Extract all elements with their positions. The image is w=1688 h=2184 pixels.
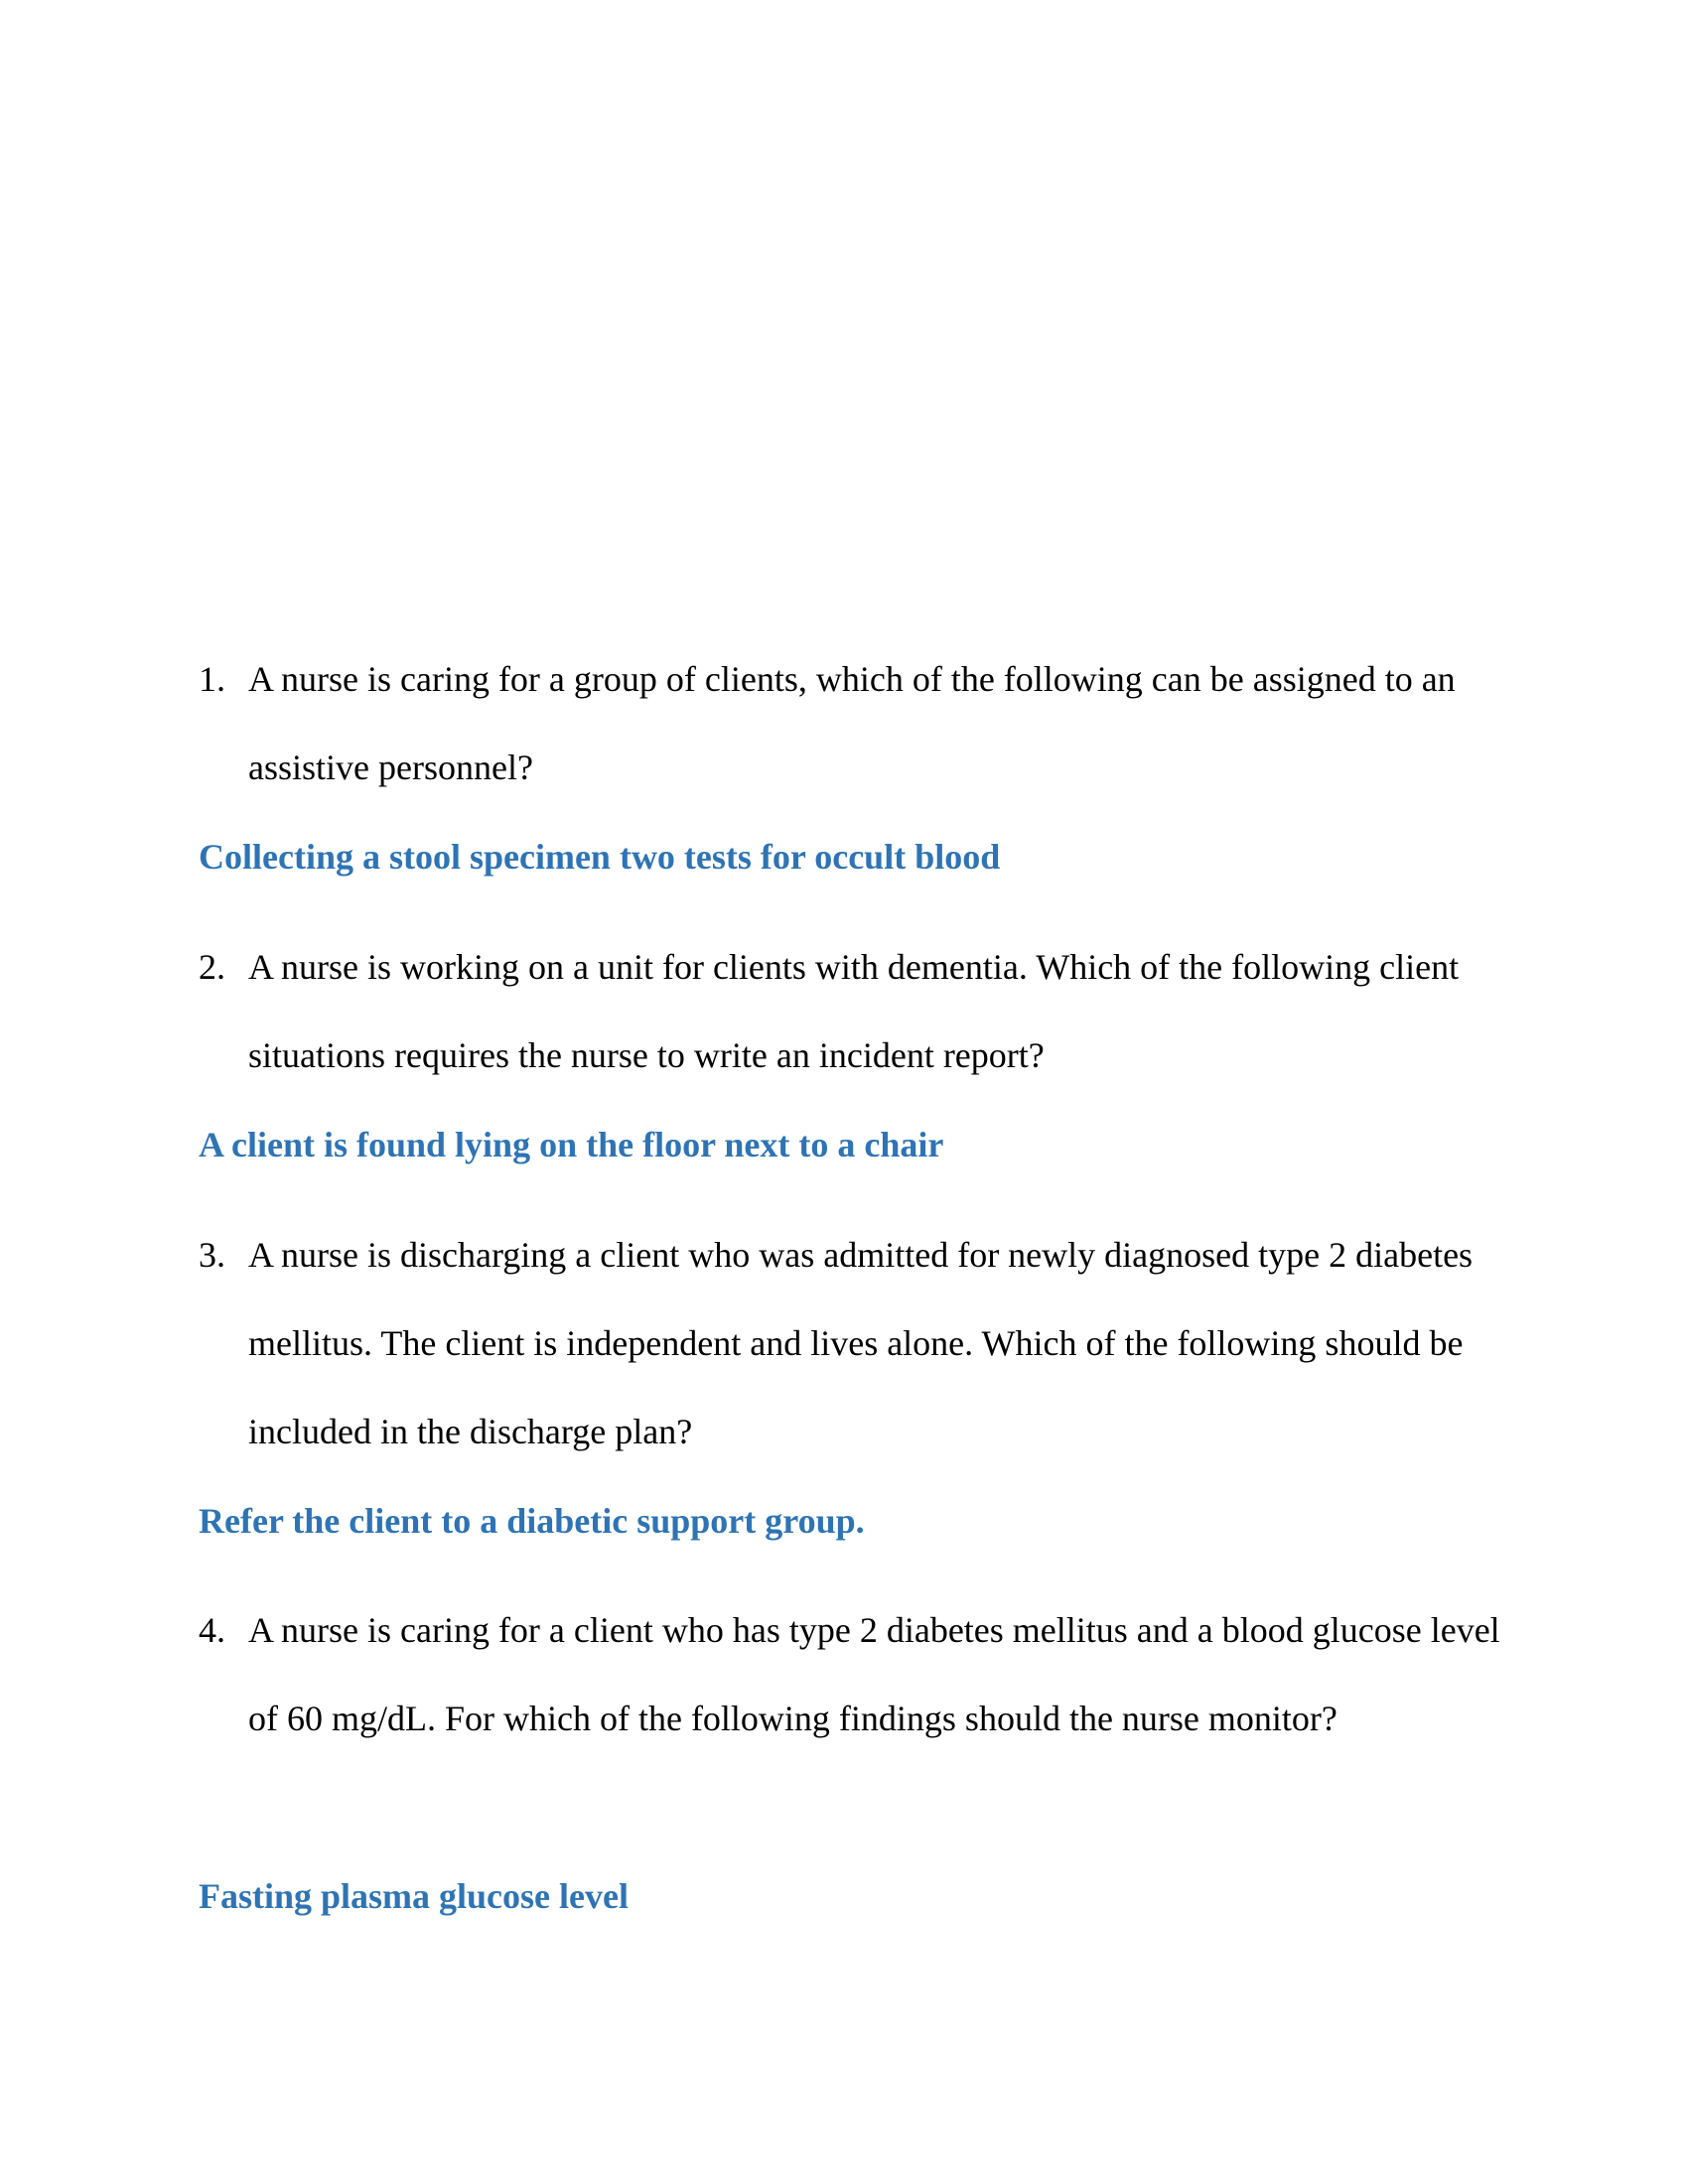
answer-1: Collecting a stool specimen two tests for occult blood <box>199 837 1001 877</box>
question-3 <box>199 1211 1529 1476</box>
answer-4: Fasting plasma glucose level <box>199 1876 629 1916</box>
question-number: 3. <box>199 1235 225 1275</box>
question-text: A nurse is discharging a client who was admitted for newly diagnosed type 2 diabetes mellitus. The client is independent and lives alone. Which of the following should be included in the discharge plan? <box>248 1235 1474 1451</box>
question-number: 2. <box>199 947 225 987</box>
question-2 <box>199 923 1529 1100</box>
question-text: A nurse is working on a unit for clients with dementia. Which of the following client situations requires the nurse to write an incident report? <box>248 947 1460 1075</box>
question-number: 4. <box>199 1610 225 1650</box>
answer-3: Refer the client to a diabetic support group. <box>199 1501 865 1541</box>
question-number: 1. <box>199 659 225 699</box>
question-text: A nurse is caring for a group of clients, which of the following can be assigned to an assistive personnel? <box>248 659 1456 787</box>
answer-2: A client is found lying on the floor next to a chair <box>199 1125 944 1164</box>
question-4 <box>199 1586 1529 1763</box>
question-text: A nurse is caring for a client who has type 2 diabetes mellitus and a blood glucose level of 60 mg/dL. For which of the following findings should the nurse monitor? <box>248 1610 1500 1738</box>
question-1 <box>199 635 1529 812</box>
